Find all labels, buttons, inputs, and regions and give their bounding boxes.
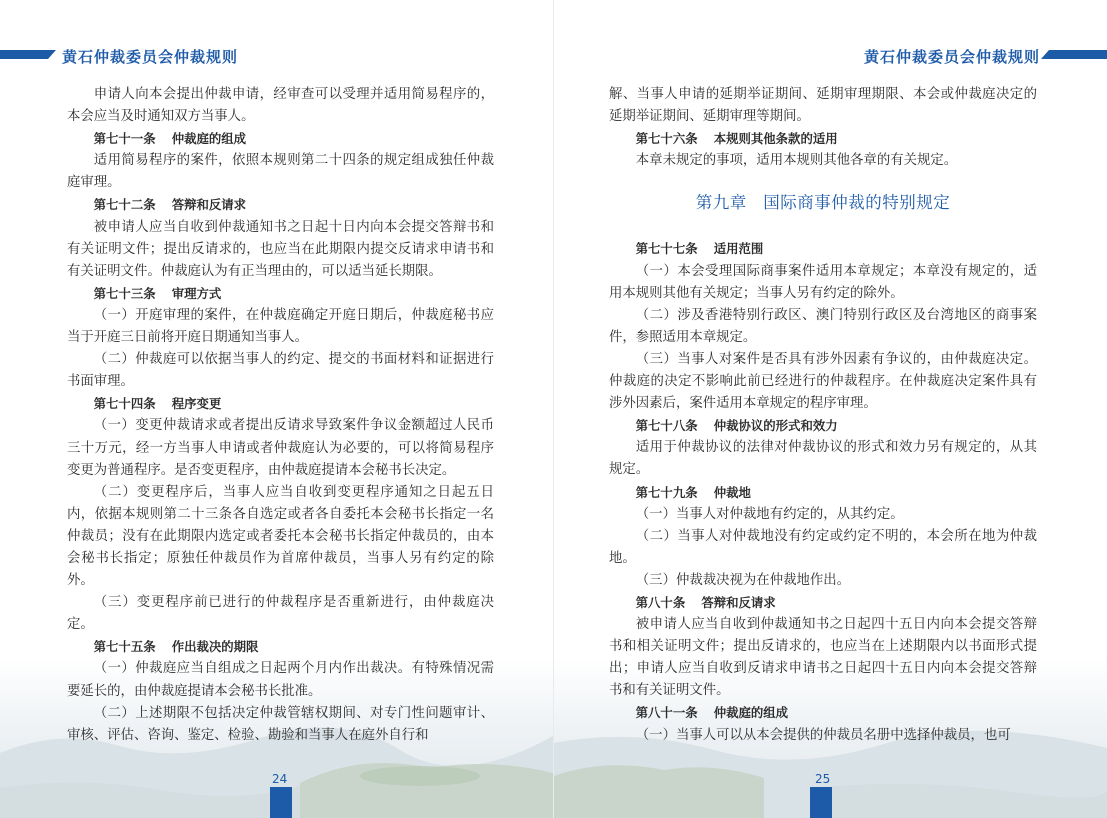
article-heading (609, 702, 1037, 724)
running-header-right (554, 46, 1107, 64)
article-title: 答辩和反请求 (171, 197, 247, 213)
header-bar (0, 50, 48, 59)
paragraph: 被申请人应当自收到仲裁通知书之日起十日内向本会提交答辩书和有关证明文件；提出反请求的，也应当在此期限内提交反请求申请书和有关证明文件。仲裁庭认为有正当理由的，可以适当延长期限。 (67, 219, 494, 279)
article-title: 作出裁决的期限 (171, 639, 259, 655)
paragraph: （一）开庭审理的案件，在仲裁庭确定开庭日期后，仲裁庭秘书应当于开庭三日前将开庭日期通知当事人。 (67, 307, 494, 346)
paragraph: 申请人向本会提出仲裁申请，经审查可以受理并适用简易程序的，本会应当及时通知双方当事人。 (67, 87, 494, 125)
continued-paragraph: 解、当事人申请的延期举证期间、延期审理期限、本会或仲裁庭决定的延期举证期间、延期审理等期间。 (609, 87, 1037, 125)
article-heading (609, 128, 1037, 150)
left-body-text (67, 84, 494, 747)
right-body-text (609, 84, 1037, 747)
paragraph: （三）当事人对案件是否具有涉外因素有争议的，由仲裁庭决定。仲裁庭的决定不影响此前已经进行的仲裁程序。在仲裁庭决定案件具有涉外因素后，案件适用本章规定的程序审理。 (609, 351, 1037, 412)
article-title: 仲裁庭的组成 (171, 131, 247, 147)
article-heading (67, 194, 494, 216)
paragraph: （一）当事人可以从本会提供的仲裁员名册中选择仲裁员，也可 (635, 727, 1011, 743)
article-number: 第七十六条 (635, 131, 698, 147)
article-number: 第七十五条 (93, 639, 156, 655)
article-heading (609, 592, 1037, 614)
article-heading (67, 393, 494, 415)
header-bar-notch (48, 50, 56, 59)
page-tab-left (270, 787, 292, 818)
paragraph: （三）变更程序前已进行的仲裁程序是否重新进行，由仲裁庭决定。 (67, 595, 494, 633)
article-number: 第七十七条 (635, 241, 698, 257)
article-title: 仲裁庭的组成 (713, 705, 789, 721)
chapter-title: 国际商事仲裁的特别规定 (763, 193, 951, 213)
paragraph: 适用于仲裁协议的法律对仲裁协议的形式和效力另有规定的，从其规定。 (609, 440, 1037, 478)
article-number: 第八十条 (635, 594, 686, 610)
paragraph: （二）当事人对仲裁地没有约定或约定不明的，本会所在地为仲裁地。 (609, 528, 1037, 566)
article-number: 第七十一条 (93, 131, 156, 147)
left-page (0, 0, 553, 818)
page-tab-right (810, 787, 832, 818)
article-title: 审理方式 (171, 285, 222, 301)
running-header-left (0, 46, 553, 64)
article-heading (67, 128, 494, 150)
article-number: 第七十八条 (635, 418, 698, 434)
paragraph: 被申请人应当自收到仲裁通知书之日起四十五日内向本会提交答辩书和相关证明文件；提出反请求的，也应当在上述期限内以书面形式提出；申请人应当自收到反请求申请书之日起四十五日内向本会提交答辩书和有关证明文件。 (609, 617, 1037, 699)
header-title: 黄石仲裁委员会仲裁规则 (62, 48, 239, 66)
paragraph: （一）变更仲裁请求或者提出反请求导致案件争议金额超过人民币三十万元，经一方当事人申请或者仲裁庭认为必要的，可以将简易程序变更为普通程序。是否变更程序，由仲裁庭提请本会秘书长决定。 (67, 418, 494, 478)
page-number-left: 24 (272, 772, 288, 786)
article-number: 第七十三条 (93, 285, 156, 301)
page-number-right: 25 (815, 772, 831, 786)
article-number: 第七十九条 (635, 484, 698, 500)
article-number: 第七十二条 (93, 197, 156, 213)
article-title: 程序变更 (171, 396, 222, 412)
article-title: 仲裁协议的形式和效力 (713, 418, 838, 434)
article-heading (609, 415, 1037, 437)
header-bar (1049, 50, 1107, 59)
article-title: 本规则其他条款的适用 (713, 131, 838, 147)
header-bar-notch (1041, 50, 1049, 59)
chapter-number: 第九章 (695, 193, 747, 213)
article-title: 适用范围 (713, 241, 764, 257)
right-page (554, 0, 1107, 818)
paragraph: （一）仲裁庭应当自组成之日起两个月内作出裁决。有特殊情况需要延长的，由仲裁庭提请本会秘书长批准。 (67, 661, 494, 699)
paragraph: （一）本会受理国际商事案件适用本章规定；本章没有规定的，适用本规则其他有关规定；当事人另有约定的除外。 (609, 263, 1037, 301)
article-heading (609, 238, 1037, 260)
paragraph: 本章未规定的事项，适用本规则其他各章的有关规定。 (635, 153, 958, 169)
paragraph: （一）当事人对仲裁地有约定的，从其约定。 (635, 506, 904, 522)
paragraph: （二）仲裁庭可以依据当事人的约定、提交的书面材料和证据进行书面审理。 (67, 352, 494, 390)
article-number: 第七十四条 (93, 396, 156, 412)
paragraph: （二）上述期限不包括决定仲裁管辖权期间、对专门性问题审计、审核、评估、咨询、鉴定、检验、勘验和当事人在庭外自行和 (67, 705, 494, 743)
header-title: 黄石仲裁委员会仲裁规则 (864, 48, 1041, 66)
article-heading (67, 283, 494, 305)
article-title: 答辩和反请求 (701, 594, 776, 610)
article-title: 仲裁地 (713, 484, 751, 500)
chapter-heading (609, 192, 1037, 214)
paragraph: 适用简易程序的案件，依照本规则第二十四条的规定组成独任仲裁庭审理。 (67, 153, 494, 191)
paragraph: （二）涉及香港特别行政区、澳门特别行政区及台湾地区的商事案件，参照适用本章规定。 (609, 307, 1037, 345)
paragraph: （二）变更程序后，当事人应当自收到变更程序通知之日起五日内，依据本规则第二十三条各自选定或者各自委托本会秘书长指定一名仲裁员；没有在此期限内选定或者委托本会秘书长指定仲裁员的，由本会秘书长指定；原独任仲裁员作为首席仲裁员，当事人另有约定的除外。 (67, 484, 494, 589)
article-heading (67, 636, 494, 658)
paragraph: （三）仲裁裁决视为在仲裁地作出。 (635, 572, 851, 588)
article-heading (609, 482, 1037, 504)
article-number: 第八十一条 (635, 705, 698, 721)
